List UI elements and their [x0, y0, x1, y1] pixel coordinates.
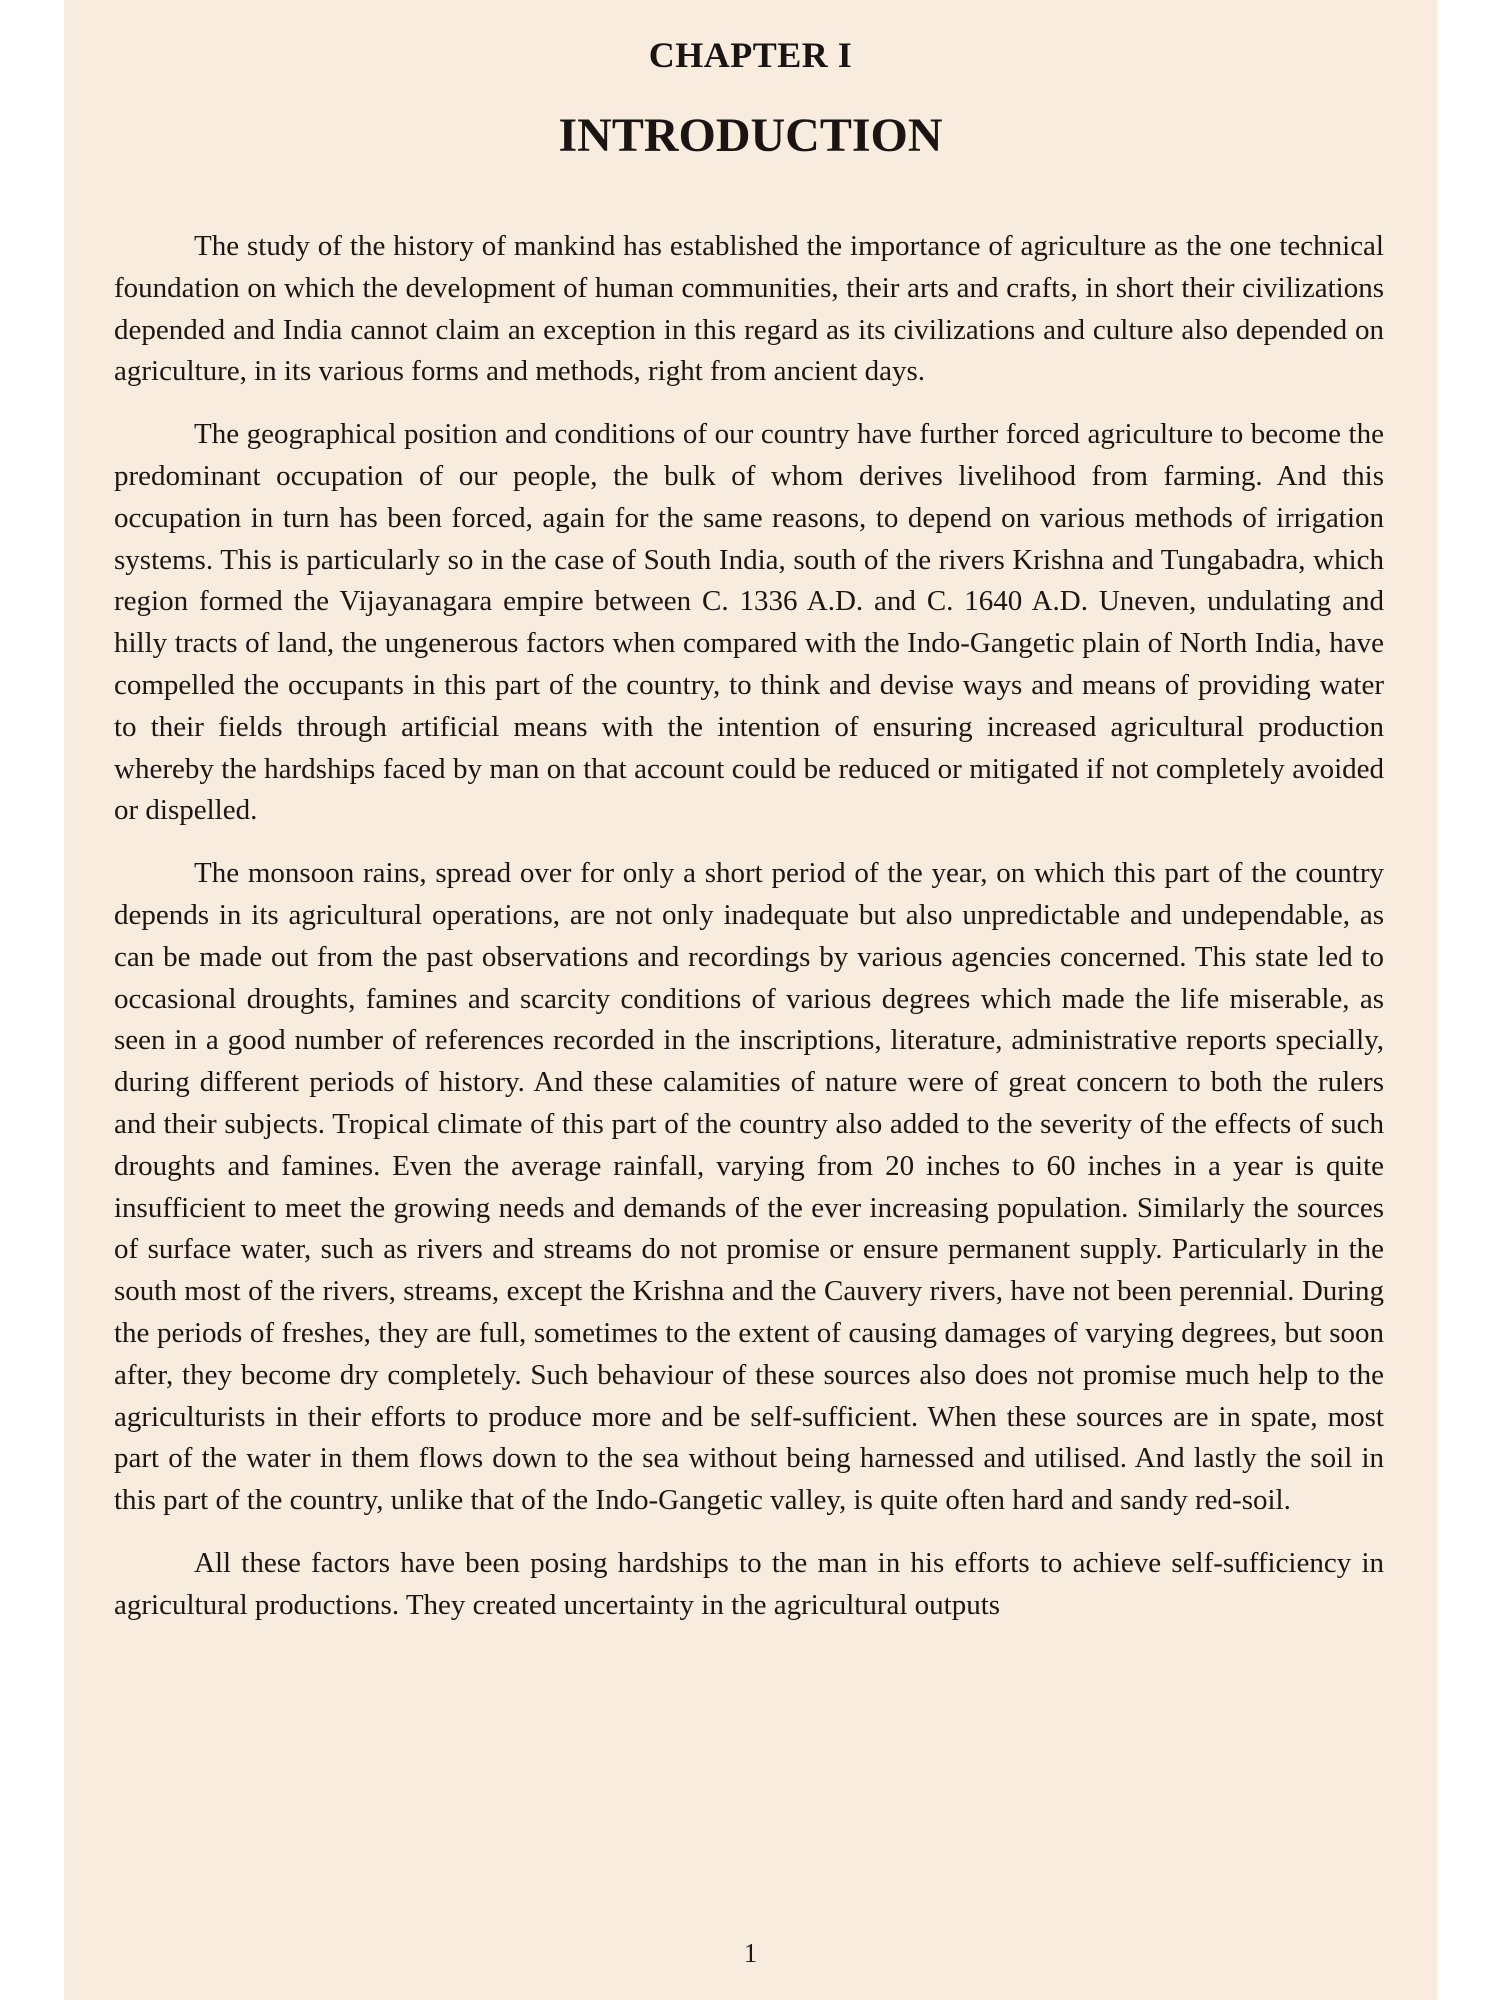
chapter-title: INTRODUCTION [558, 109, 943, 162]
page-number: 1 [743, 1938, 758, 1968]
paragraph-2: The geographical position and conditions of our country have further forced agriculture to become the predominant occupation of our people, the bulk of whom derives livelihood from farming. And this occupation in turn has been forced, again for the same reasons, to depend on various methods of irrigation systems. This is particularly so in the case of South India, south of the rivers Krishna and Tungabadra, which region formed the Vijayanagara empire between C. 1336 A.D. and C. 1640 A.D. Uneven, undulating and hilly tracts of land, the ungenerous factors when compared with the Indo-Gangetic plain of North India, have compelled the occupants in this part of the country, to think and devise ways and means of providing water to their fields through artificial means with the intention of ensuring increased agricultural production whereby the hardships faced by man on that account could be reduced or mitigated if not completely avoided or dispelled. [114, 418, 1384, 827]
paragraph-4: All these factors have been posing hardships to the man in his efforts to achieve self-sufficiency in agricultural productions. They created uncertainty in the agricultural outputs [114, 1546, 1384, 1621]
body-text [114, 226, 1384, 1648]
chapter-label: CHAPTER I [648, 35, 853, 75]
book-page [64, 0, 1437, 2000]
paragraph-3: The monsoon rains, spread over for only a short period of the year, on which this part of the country depends in its agricultural operations, are not only inadequate but also unpredictable and undependable, as can be made out from the past observations and recordings by various agencies concerned. This state led to occasional droughts, famines and scarcity conditions of various degrees which made the life miserable, as seen in a good number of references recorded in the inscriptions, literature, administrative reports specially, during different periods of history. And these calamities of nature were of great concern to both the rulers and their subjects. Tropical climate of this part of the country also added to the severity of the effects of such droughts and famines. Even the average rainfall, varying from 20 inches to 60 inches in a year is quite insufficient to meet the growing needs and demands of the ever increasing population. Similarly the sources of surface water, such as rivers and streams do not promise or ensure permanent supply. Particularly in the south most of the rivers, streams, except the Krishna and the Cauvery rivers, have not been perennial. During the periods of freshes, they are full, sometimes to the extent of causing damages of varying degrees, but soon after, they become dry completely. Such behaviour of these sources also does not promise much help to the agriculturists in their efforts to produce more and be self-sufficient. When these sources are in spate, most part of the water in them flows down to the sea without being harnessed and utilised. And lastly the soil in this part of the country, unlike that of the Indo-Gangetic valley, is quite often hard and sandy red-soil. [114, 857, 1384, 1517]
paragraph-1: The study of the history of mankind has established the importance of agriculture as the one technical foundation on which the development of human communities, their arts and crafts, in short their civilizations depended and India cannot claim an exception in this regard as its civilizations and culture also depended on agriculture, in its various forms and methods, right from ancient days. [114, 230, 1384, 388]
